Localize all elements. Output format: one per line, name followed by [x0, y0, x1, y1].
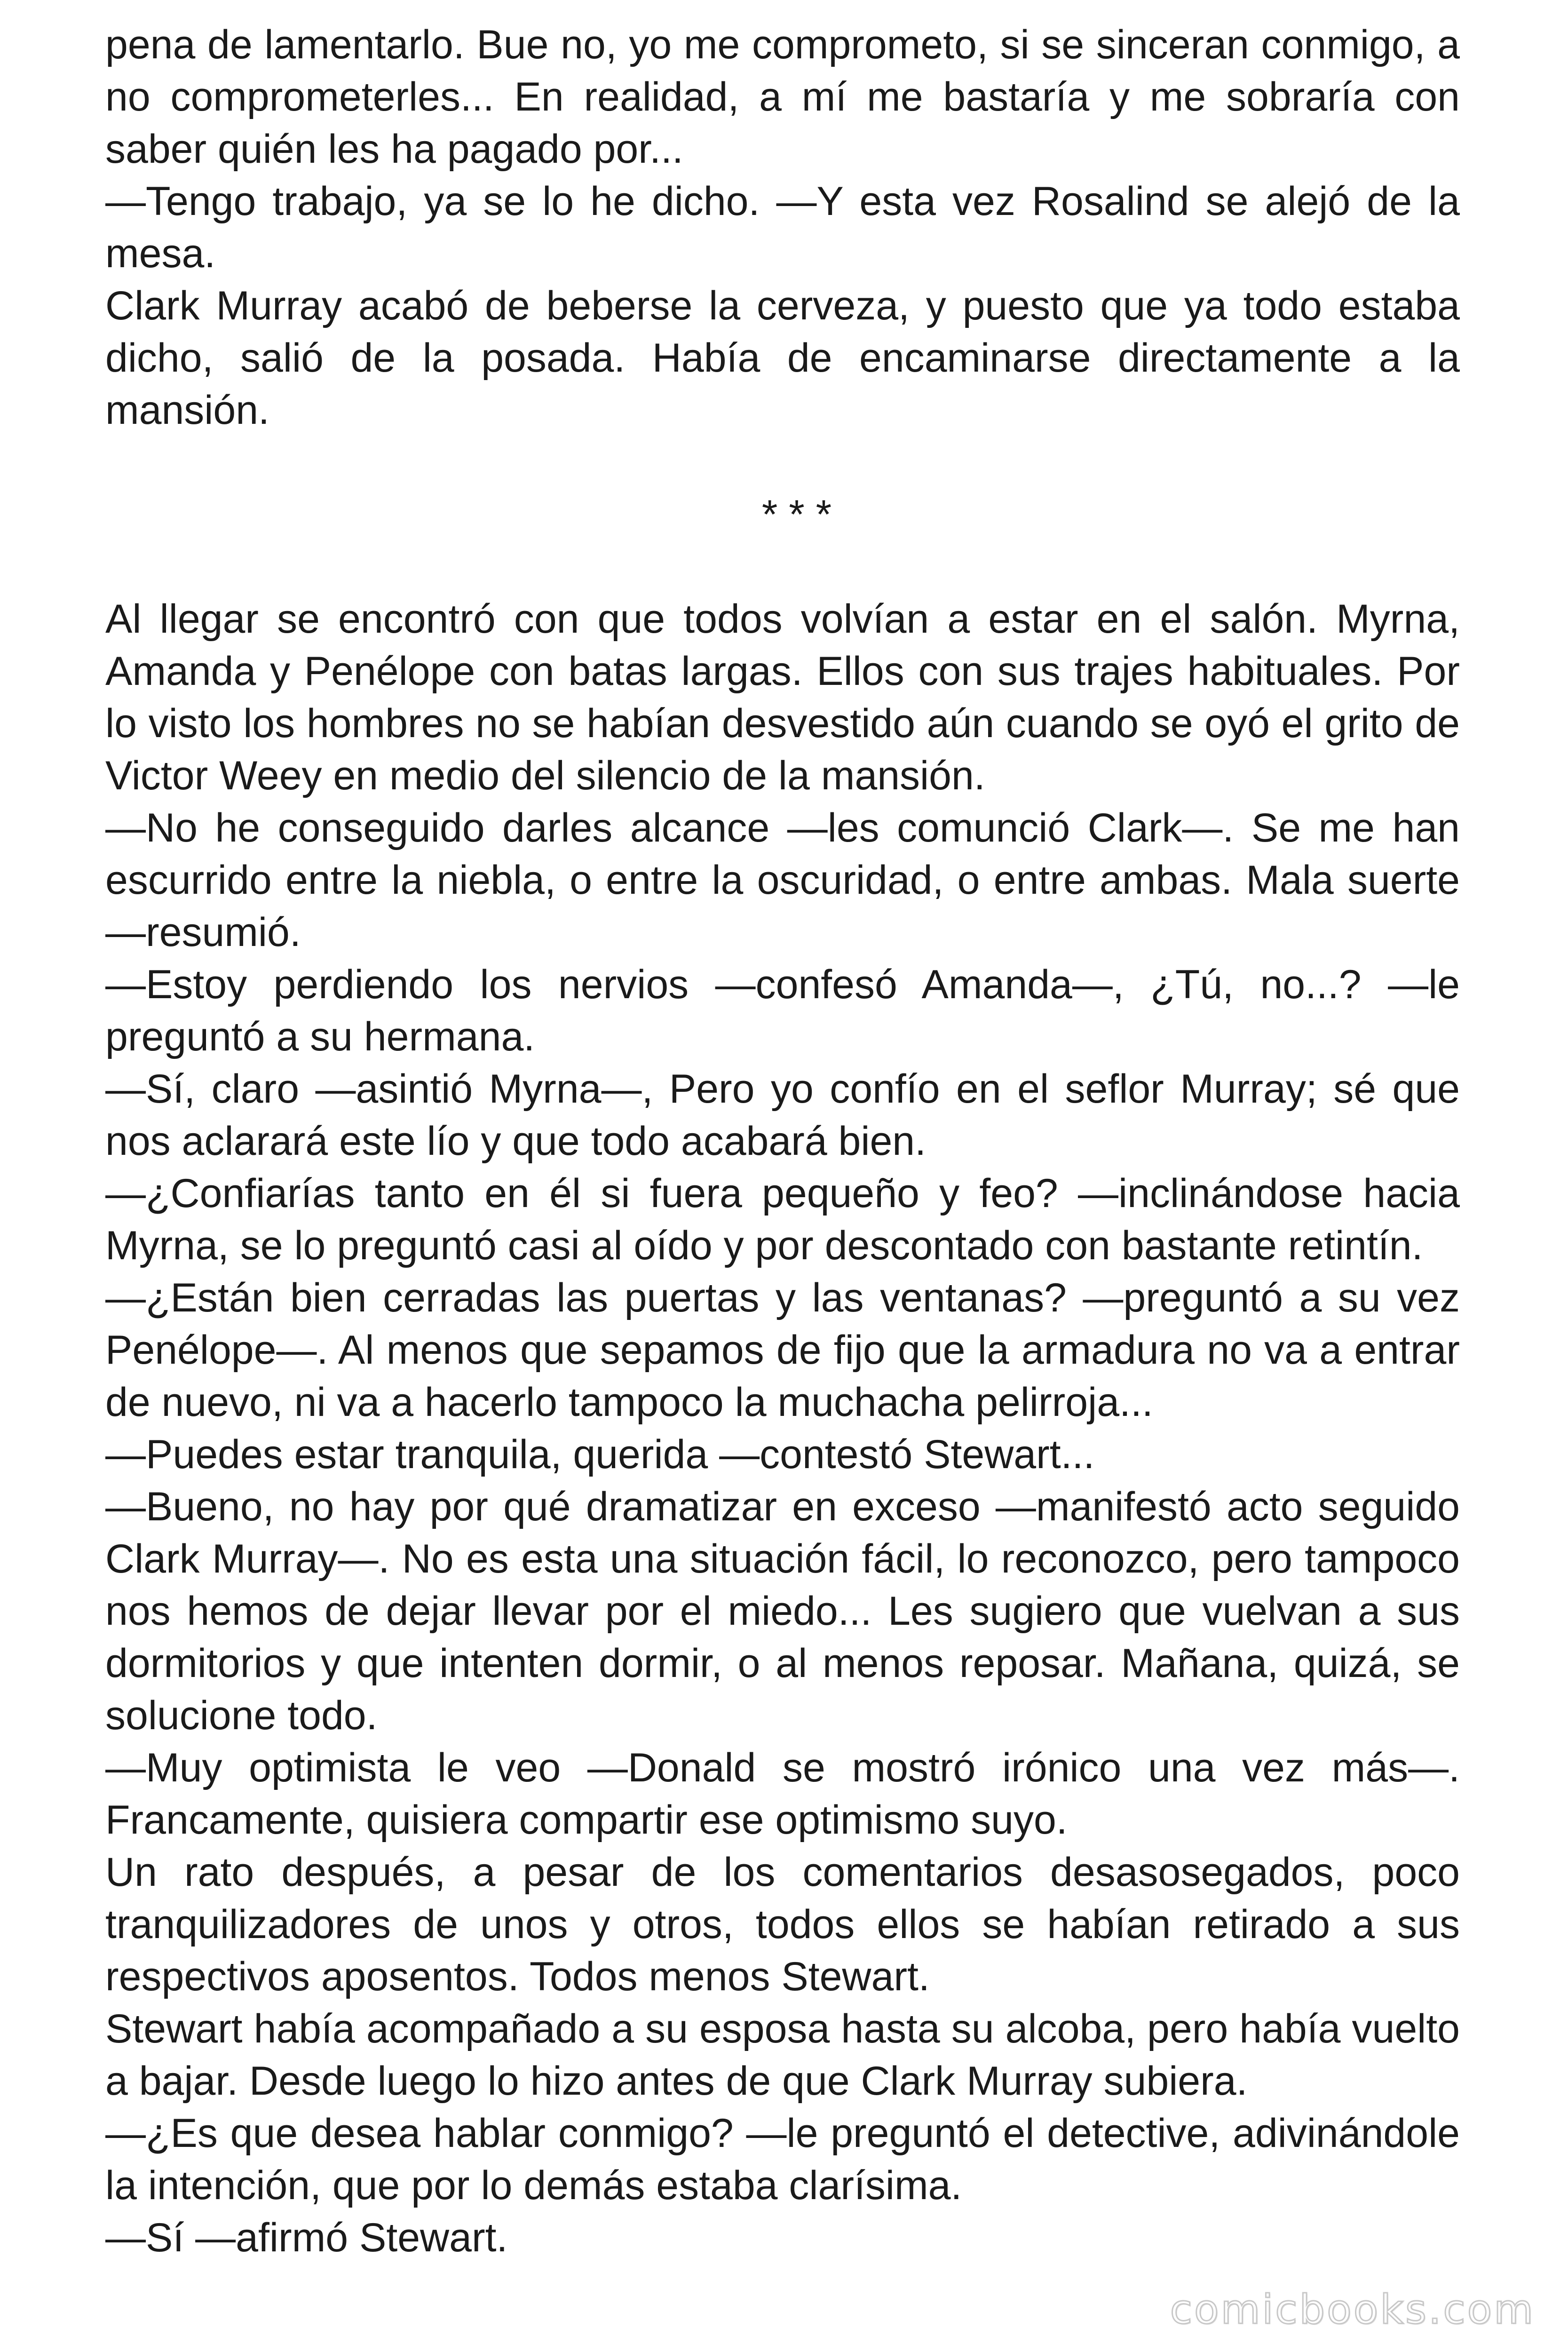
paragraph: —¿Están bien cerradas las puertas y las ventanas? —preguntó a su vez Penélope—. Al menos que sepamos de fijo que la armadura no va a entrar de nuevo, ni va a hacerlo tampoco la muchacha pelirroja...: [105, 1275, 1460, 1425]
scene-break: [105, 437, 1460, 593]
paragraph: Un rato después, a pesar de los comentarios desasosegados, poco tranquilizadores de unos y otros, todos ellos se habían retirado a sus respectivos aposentos. Todos menos Stewart.: [105, 1850, 1460, 1999]
paragraph: —Muy optimista le veo —Donald se mostró irónico una vez más—. Francamente, quisiera compartir ese optimismo suyo.: [105, 1745, 1460, 1843]
paragraph: pena de lamentarlo. Bue no, yo me comprometo, si se sinceran conmigo, a no comprometerles... En realidad, a mí me bastaría y me sobraría con saber quién les ha pagado por...: [105, 22, 1460, 172]
paragraph: —No he conseguido darles alcance —les comunció Clark—. Se me han escurrido entre la niebla, o entre la oscuridad, o entre ambas. Mala suerte —resumió.: [105, 805, 1460, 955]
watermark: comicbooks.com: [1170, 2286, 1535, 2333]
paragraph: —¿Confiarías tanto en él si fuera pequeño y feo? —inclinándose hacia Myrna, se lo preguntó casi al oído y por descontado con bastante retintín.: [105, 1171, 1460, 1268]
scene-break-asterisks: * * *: [761, 492, 832, 537]
paragraph: —Bueno, no hay por qué dramatizar en exceso —manifestó acto seguido Clark Murray—. No es esta una situación fácil, lo reconozco, pero tampoco nos hemos de dejar llevar por el miedo... Les sugiero que vuelvan a sus dormitorios y que intenten dormir, o al menos reposar. Mañana, quizá, se solucione todo.: [105, 1484, 1460, 1738]
paragraph: Al llegar se encontró con que todos volvían a estar en el salón. Myrna, Amanda y Penélope con batas largas. Ellos con sus trajes habituales. Por lo visto los hombres no se habían desvestido aún cuando se oyó el grito de Victor Weey en medio del silencio de la mansión.: [105, 596, 1460, 798]
paragraph: —¿Es que desea hablar conmigo? —le preguntó el detective, adivinándole la intención, que por lo demás estaba clarísima.: [105, 2111, 1460, 2208]
paragraph: —Puedes estar tranquila, querida —contestó Stewart...: [105, 1432, 1095, 1477]
paragraph: —Sí —afirmó Stewart.: [105, 2215, 508, 2260]
body-text: [105, 19, 1460, 2264]
paragraph: —Sí, claro —asintió Myrna—, Pero yo confío en el seflor Murray; sé que nos aclarará este lío y que todo acabará bien.: [105, 1066, 1460, 1164]
paragraph: Clark Murray acabó de beberse la cerveza, y puesto que ya todo estaba dicho, salió de la posada. Había de encaminarse directamente a la mansión.: [105, 283, 1460, 433]
paragraph: Stewart había acompañado a su esposa hasta su alcoba, pero había vuelto a bajar. Desde luego lo hizo antes de que Clark Murray subiera.: [105, 2006, 1460, 2104]
paragraph: —Estoy perdiendo los nervios —confesó Amanda—, ¿Tú, no...? —le preguntó a su hermana.: [105, 962, 1460, 1059]
paragraph: —Tengo trabajo, ya se lo he dicho. —Y esta vez Rosalind se alejó de la mesa.: [105, 179, 1460, 276]
